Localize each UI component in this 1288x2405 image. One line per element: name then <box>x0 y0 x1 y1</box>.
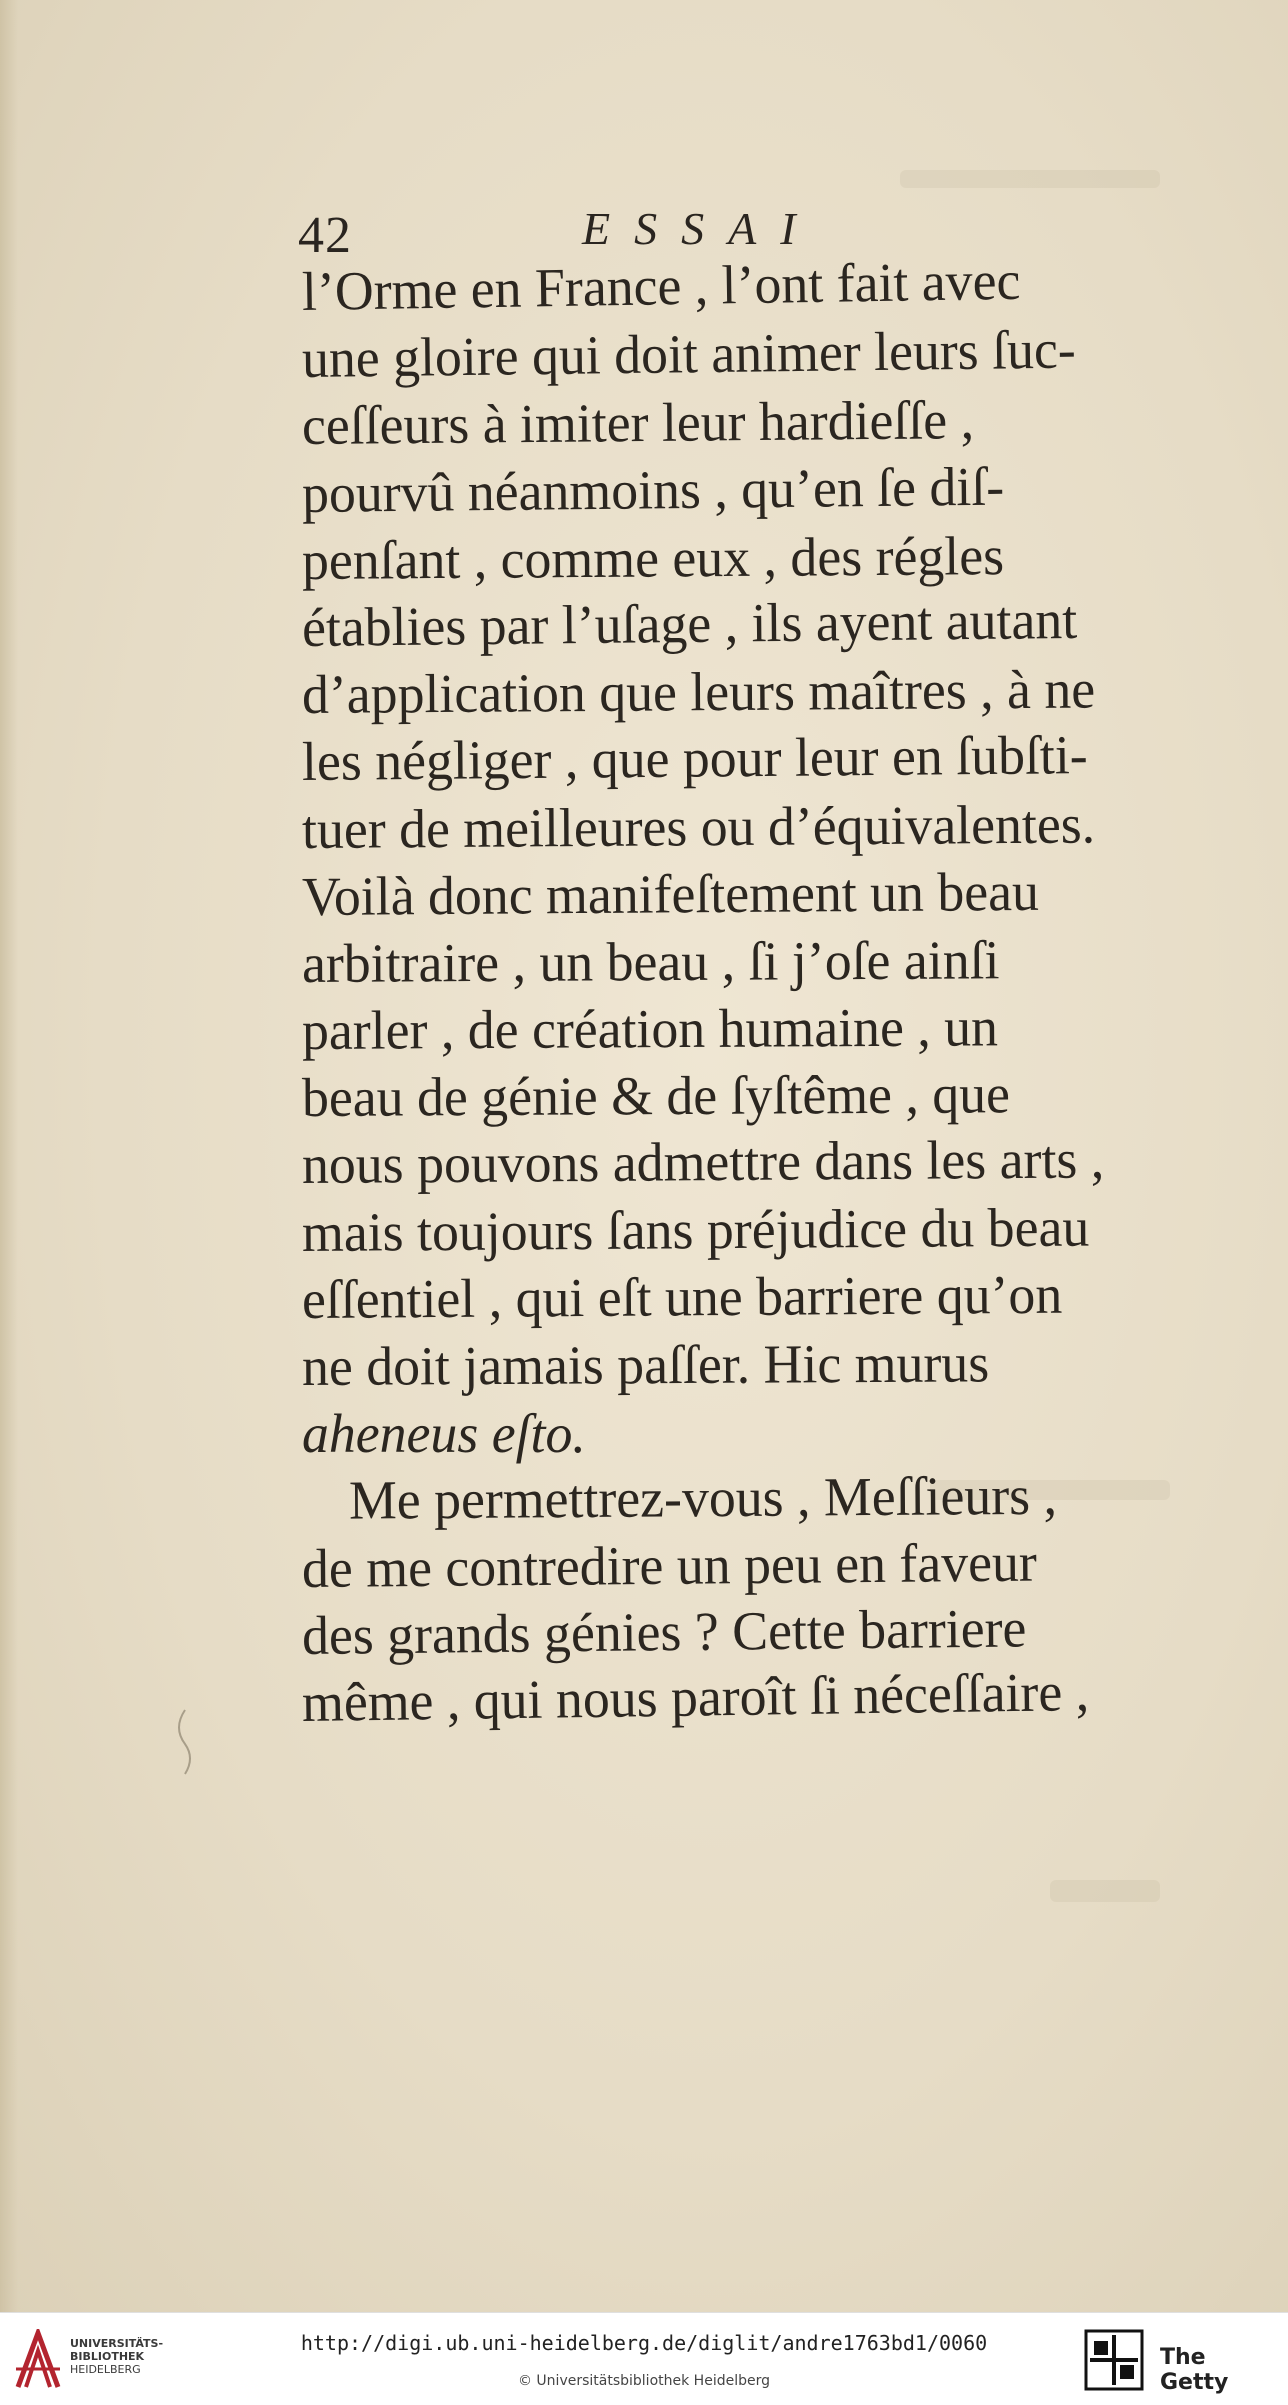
page-number: 42 <box>298 207 352 264</box>
text-line: tuer de meilleures ou d’équivalentes. <box>301 792 1096 860</box>
text-line: beau de génie & de ſyſtême , que <box>301 1063 1011 1129</box>
text-line: une gloire qui doit animer leurs ſuc- <box>301 318 1077 390</box>
text-line: d’application que leurs maîtres , à ne <box>301 658 1096 726</box>
text-line: ne doit jamais paſſer. Hic murus <box>301 1332 990 1397</box>
text-line: nous pouvons admettre dans les arts , <box>301 1128 1105 1196</box>
getty-emblem-icon <box>1084 2329 1144 2391</box>
text-line: Me permettrez-vous , Meſſieurs , <box>348 1465 1058 1532</box>
text-line: Voilà donc manifeſtement un beau <box>301 860 1040 927</box>
library-logo-line: UNIVERSITÄTS- <box>70 2337 164 2350</box>
text-line: parler , de création humaine , un <box>301 996 999 1062</box>
text-line: les négliger , que pour leur en ſubſti- <box>301 724 1088 793</box>
text-line: arbitraire , un beau , ſi j’oſe ainſi <box>301 929 1000 994</box>
text-line: de me contredire un peu en faveur <box>301 1531 1038 1599</box>
copyright-notice: © Universitätsbibliothek Heidelberg <box>517 2373 770 2389</box>
text-line: mais toujours ſans préjudice du beau <box>301 1196 1090 1263</box>
text-line: pourvû néanmoins , qu’en ſe diſ- <box>301 455 1005 524</box>
library-logo-line: BIBLIOTHEK <box>70 2350 145 2363</box>
text-line: même , qui nous paroît ſi néceſſaire , <box>301 1660 1090 1733</box>
text-line: eſſentiel , qui eſt une barriere qu’on <box>301 1263 1063 1330</box>
permalink-url[interactable]: http://digi.ub.uni-heidelberg.de/diglit/andre1763bd1/0060 <box>300 2331 988 2355</box>
text-line: des grands génies ? Cette barriere <box>301 1597 1027 1666</box>
library-logo-line: HEIDELBERG <box>70 2363 141 2376</box>
body-text <box>301 249 1202 1736</box>
text-line: l’Orme en France , l’ont fait avec <box>301 249 1021 322</box>
partner-name: The Getty <box>1160 2345 1229 2395</box>
text-line: penſant , comme eux , des régles <box>301 524 1005 591</box>
text-line: aheneus eſto. <box>302 1403 586 1465</box>
getty-logo[interactable] <box>1080 2327 1280 2393</box>
viewer-footer <box>0 2312 1288 2405</box>
running-title: ESSAI <box>582 203 820 254</box>
text-line: ceſſeurs à imiter leur hardieſſe , <box>301 389 975 457</box>
text-line: établies par l’uſage , ils ayent autant <box>301 588 1078 658</box>
